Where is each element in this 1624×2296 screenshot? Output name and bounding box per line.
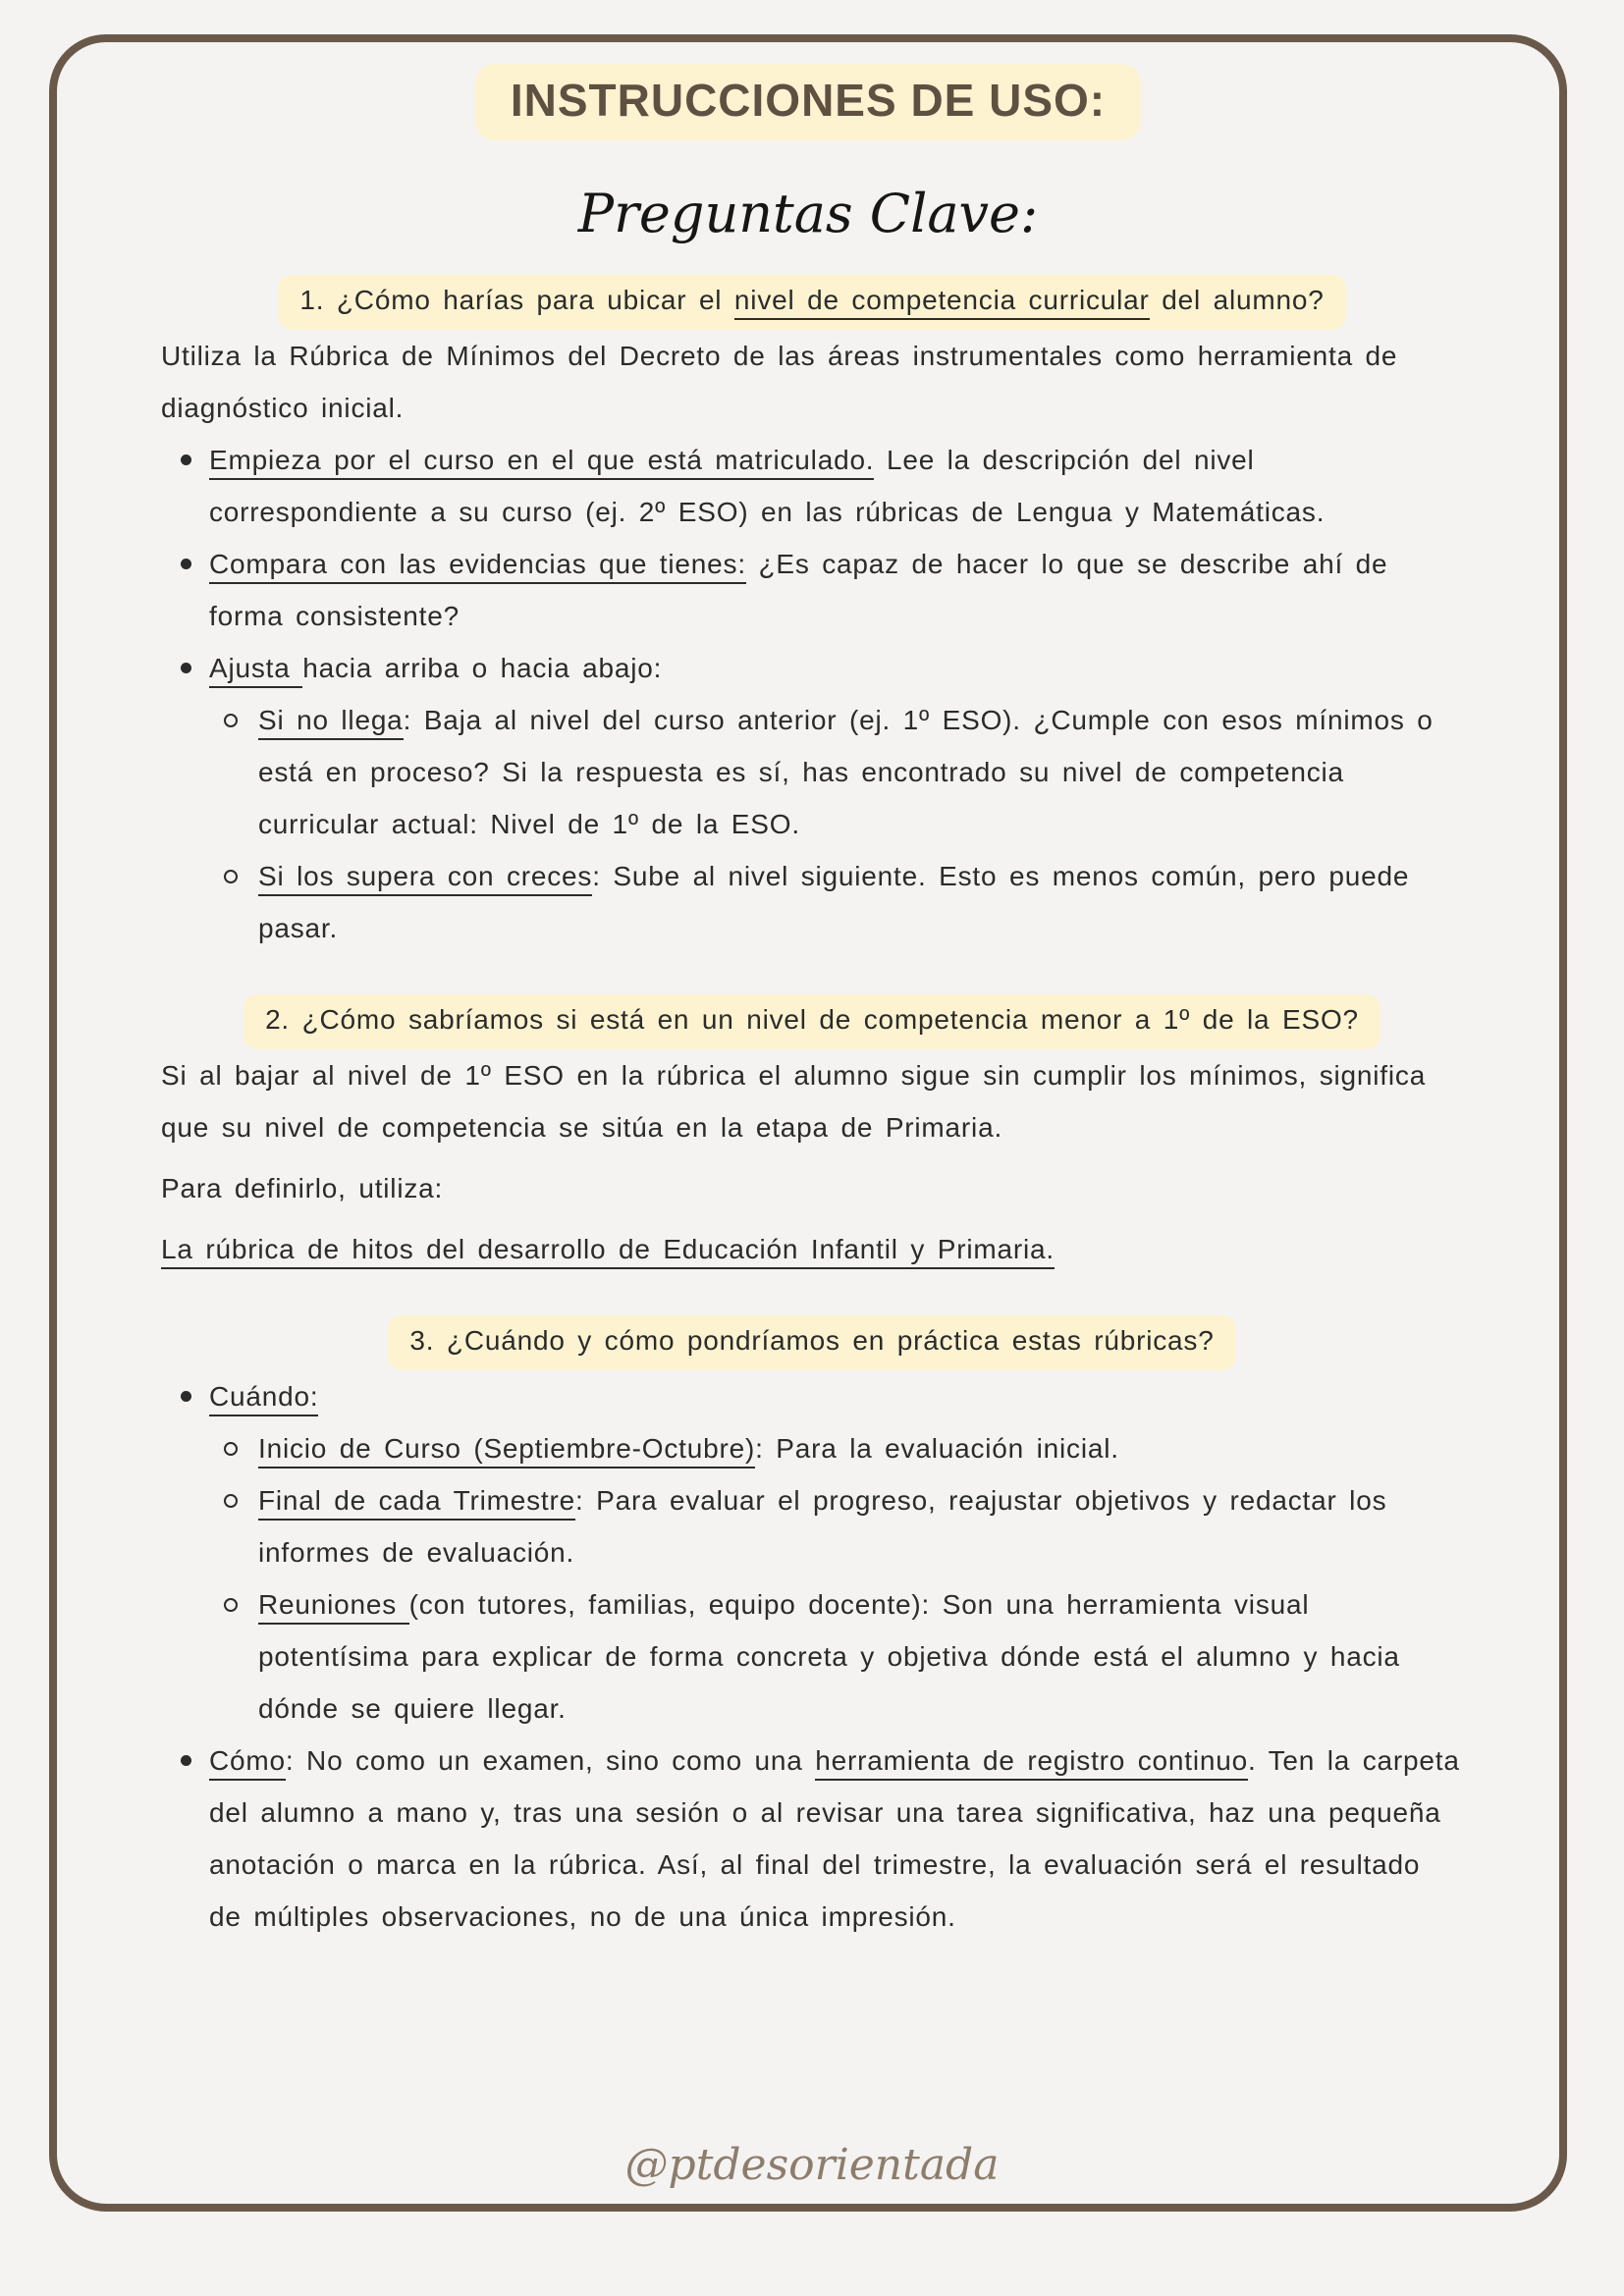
question-highlight (278, 275, 1345, 330)
underlined-text: Si los supera con creces (258, 861, 592, 896)
paragraph (161, 330, 1463, 434)
paragraph (161, 1162, 1463, 1214)
text-run: 3. ¿Cuándo y cómo pondríamos en práctica estas rúbricas? (409, 1325, 1215, 1356)
text-run: Si al bajar al nivel de 1º ESO en la rúbrica el alumno sigue sin cumplir los mínimos, significa que su nivel de competencia se sitúa en la etapa de Primaria. (161, 1060, 1427, 1143)
text-run: : No como un examen, sino como una (285, 1745, 816, 1776)
text-run: : Baja al nivel del curso anterior (ej. 1º ESO). ¿Cumple con esos mínimos o está en proceso? Si la respuesta es sí, has encontrado su nivel de competencia curricular actual: Nivel de 1º de la ESO. (258, 705, 1434, 839)
text-run: Utiliza la Rúbrica de Mínimos del Decreto de las áreas instrumentales como herramienta de diagnóstico inicial. (161, 341, 1398, 423)
subtitle-script-heading: Preguntas Clave: (577, 183, 1039, 244)
paragraph (161, 1223, 1463, 1275)
bullet-text (258, 861, 1409, 943)
question-3 (161, 1314, 1463, 1370)
text-run: hacia arriba o hacia abajo: (302, 653, 663, 683)
circle-bullet-icon (224, 1494, 238, 1508)
underlined-text: Cómo (209, 1745, 286, 1781)
bullet-item (161, 642, 1463, 694)
page-title: INSTRUCCIONES DE USO: (510, 75, 1107, 126)
text-run: Para definirlo, utiliza: (161, 1173, 444, 1203)
text-run: 1. ¿Cómo harías para ubicar el (299, 285, 734, 315)
sub-bullet-item (161, 694, 1463, 850)
sub-bullet-item (161, 850, 1463, 954)
underlined-text: Final de cada Trimestre (258, 1485, 575, 1521)
question-2 (161, 993, 1463, 1049)
bullet-text (209, 1381, 318, 1416)
text-run: Lee la descripción del nivel correspondiente a su curso (ej. 2º ESO) en las rúbricas de Lengua y Matemáticas. (209, 445, 1326, 527)
bullet-text (258, 1433, 1119, 1468)
question-highlight (244, 994, 1380, 1049)
underlined-text: Empieza por el curso en el que está matriculado. (209, 445, 874, 480)
sub-bullet-item (161, 1474, 1463, 1578)
text-run: : Sube al nivel siguiente. Esto es menos común, pero puede pasar. (258, 861, 1410, 943)
bullet-item (161, 538, 1463, 642)
circle-bullet-icon (224, 1598, 238, 1612)
bullet-item (161, 434, 1463, 538)
underlined-text: Inicio de Curso (Septiembre-Octubre) (258, 1433, 755, 1468)
underlined-text: Ajusta (209, 653, 302, 688)
bullet-item (161, 1735, 1463, 1943)
bullet-item (161, 1370, 1463, 1422)
text-run: : Para la evaluación inicial. (755, 1433, 1119, 1464)
text-run: (con tutores, familias, equipo docente): Son una herramienta visual potentísima para explicar de forma concreta y objetiva dónde está el alumno y hacia dónde se quiere llegar. (258, 1589, 1400, 1724)
bullet-text (258, 1485, 1386, 1568)
underlined-text: Compara con las evidencias que tienes: (209, 549, 746, 584)
bullet-text (209, 653, 662, 688)
underlined-text: La rúbrica de hitos del desarrollo de Educación Infantil y Primaria. (161, 1234, 1055, 1269)
title-row (57, 64, 1559, 140)
underlined-text: Si no llega (258, 705, 404, 740)
text-run: 2. ¿Cómo sabríamos si está en un nivel de competencia menor a 1º de la ESO? (265, 1004, 1359, 1035)
underlined-text: Cuándo: (209, 1381, 318, 1416)
sub-bullet-item (161, 1422, 1463, 1474)
dot-bullet-icon (181, 663, 191, 673)
question-highlight (388, 1315, 1235, 1370)
dot-bullet-icon (181, 454, 191, 465)
question-1 (161, 274, 1463, 330)
signature-handle: @ptdesorientada (624, 2140, 1000, 2190)
bullet-text (209, 549, 1387, 631)
title-highlight (475, 64, 1141, 140)
bullet-text (258, 705, 1434, 839)
text-run: : Para evaluar el progreso, reajustar objetivos y redactar los informes de evaluación. (258, 1485, 1387, 1568)
paragraph (161, 1049, 1463, 1153)
page-border-frame (49, 34, 1567, 2212)
bullet-text (209, 445, 1325, 527)
document-body (57, 274, 1559, 1943)
circle-bullet-icon (224, 870, 238, 883)
dot-bullet-icon (181, 1755, 191, 1766)
circle-bullet-icon (224, 714, 238, 727)
dot-bullet-icon (181, 1391, 191, 1402)
dot-bullet-icon (181, 559, 191, 569)
underlined-text: herramienta de registro continuo (815, 1745, 1248, 1781)
underlined-text: nivel de competencia curricular (734, 285, 1150, 320)
underlined-text: Reuniones (258, 1589, 409, 1625)
bullet-text (209, 1745, 1460, 1932)
circle-bullet-icon (224, 1442, 238, 1456)
sub-bullet-item (161, 1578, 1463, 1735)
bullet-text (258, 1589, 1400, 1724)
text-run: del alumno? (1149, 285, 1325, 315)
text-run: . Ten la carpeta del alumno a mano y, tras una sesión o al revisar una tarea significativa, haz una pequeña anotación o marca en la rúbrica. Así, al final del trimestre, la evaluación será el resultado de múltiples observaciones, no de una única impresión. (209, 1745, 1460, 1932)
text-run: ¿Es capaz de hacer lo que se describe ahí de forma consistente? (209, 549, 1388, 631)
